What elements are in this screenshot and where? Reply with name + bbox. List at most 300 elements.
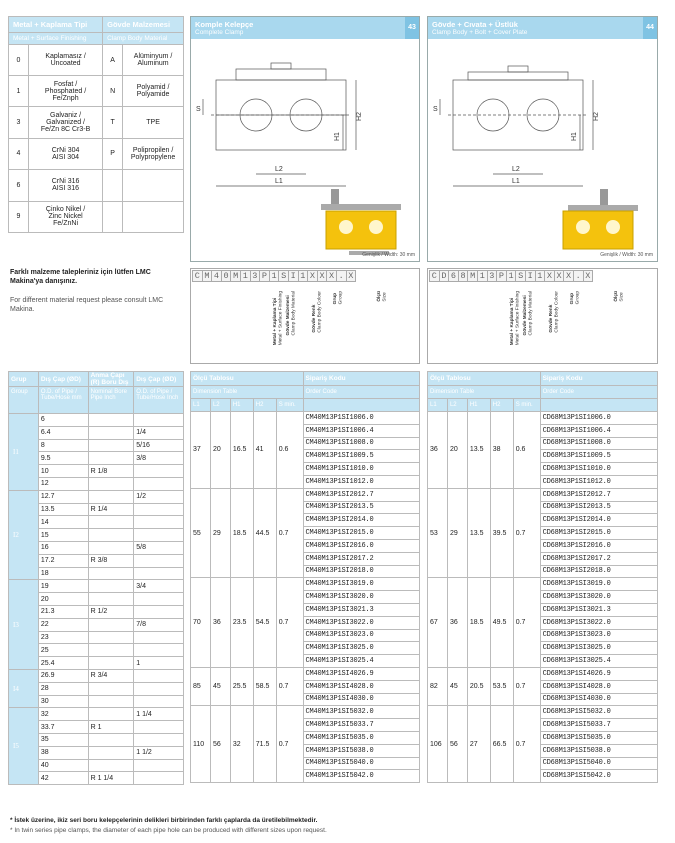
order-code: CM40M13P1SI1009.5 xyxy=(303,450,419,463)
size-cell xyxy=(88,759,134,772)
size-cell xyxy=(134,529,184,542)
size-cell xyxy=(88,657,134,670)
size-cell xyxy=(134,593,184,606)
size-cell: 23 xyxy=(38,631,88,644)
size-cell xyxy=(88,644,134,657)
size-cell: R 1 xyxy=(88,721,134,734)
th-od-inch: Dış Çap (ØD) xyxy=(134,372,184,387)
order-code: CD68M13P1SI4028.0 xyxy=(540,680,657,693)
lbl-metal-en: Metal + Surface Finishing xyxy=(278,291,284,346)
size-cell xyxy=(134,414,184,427)
order-code: CM40M13P1SI1006.0 xyxy=(303,412,419,425)
size-cell xyxy=(88,580,134,593)
material-cell: CrNi 304 AISI 304 xyxy=(29,138,103,170)
size-cell xyxy=(88,695,134,708)
table-row xyxy=(9,708,184,721)
code-cell: D xyxy=(439,270,450,282)
code-cell: 4 xyxy=(211,270,222,282)
note-tr: Farklı malzeme talepleriniz için lütfen LMC Makina'ya danışınız. xyxy=(10,269,151,285)
size-cell xyxy=(134,772,184,785)
code-cell: S xyxy=(515,270,526,282)
size-table xyxy=(8,371,184,785)
size-cell: R 3/8 xyxy=(88,554,134,567)
order-code: CD68M13P1SI5033.7 xyxy=(540,719,657,732)
code-cell: 0 xyxy=(221,270,232,282)
order-code: CM40M13P1SI5040.0 xyxy=(303,757,419,770)
dim-cell: 0.7 xyxy=(513,488,540,578)
order-code: CM40M13P1SI5033.7 xyxy=(303,719,419,732)
size-cell: 18 xyxy=(38,567,88,580)
code-cell: M xyxy=(467,270,478,282)
panel-complete-clamp xyxy=(190,16,420,262)
size-cell: 40 xyxy=(38,759,88,772)
size-cell: R 3/4 xyxy=(88,669,134,682)
material-row xyxy=(9,45,184,76)
code-cell: X xyxy=(563,270,574,282)
dim-cell: 53 xyxy=(428,488,448,578)
code-cell: X xyxy=(346,270,357,282)
table-row xyxy=(428,488,658,501)
size-cell: 10 xyxy=(38,465,88,478)
order-code: CD68M13P1SI1012.0 xyxy=(540,475,657,488)
order-code: CM40M13P1SI2013.5 xyxy=(303,501,419,514)
size-cell: 8 xyxy=(38,439,88,452)
size-cell: 38 xyxy=(38,746,88,759)
code-cell: . xyxy=(573,270,584,282)
code-cell: 1 xyxy=(477,270,488,282)
table-row xyxy=(428,412,658,425)
code-cell: M xyxy=(202,270,213,282)
size-cell: 26.9 xyxy=(38,669,88,682)
material-cell: Kaplamasız / Uncoated xyxy=(29,45,103,76)
dim-cell: 39.5 xyxy=(490,488,513,578)
material-row xyxy=(9,170,184,202)
size-cell: 19 xyxy=(38,580,88,593)
order-code: CD68M13P1SI3022.0 xyxy=(540,616,657,629)
lbl-group-2: Grup xyxy=(570,292,575,305)
order-code: CM40M13P1SI3021.3 xyxy=(303,603,419,616)
size-cell: 5/16 xyxy=(134,439,184,452)
order-code: CD68M13P1SI3025.0 xyxy=(540,642,657,655)
lbl-body-2: Gövde Malzemesi xyxy=(523,295,528,336)
dim-cell: 53.5 xyxy=(490,667,513,705)
size-cell xyxy=(88,567,134,580)
size-cell: 33.7 xyxy=(38,721,88,734)
table-row xyxy=(428,667,658,680)
order-code: CM40M13P1SI2016.0 xyxy=(303,539,419,552)
body-header-en: Clamp Body Material xyxy=(103,33,184,45)
size-cell: 12.7 xyxy=(38,490,88,503)
clamp-drawing-2 xyxy=(428,39,657,261)
lbl-metal-2: Metal + Kaplama Tipi xyxy=(510,297,515,346)
order-code: CD68M13P1SI1006.4 xyxy=(540,424,657,437)
th-dims-en-1: Dimension Table xyxy=(191,386,304,399)
mat-header: Metal + Kaplama Tipi xyxy=(9,17,103,33)
size-cell: 25.4 xyxy=(38,657,88,670)
dim-cell: 56 xyxy=(210,706,230,783)
dim-cell: 0.7 xyxy=(276,706,303,783)
dim-cell: 110 xyxy=(191,706,211,783)
size-cell: 22 xyxy=(38,618,88,631)
group-label: I2 xyxy=(9,490,39,580)
code-cell: 6 xyxy=(448,270,459,282)
lbl-body-en-2: Clamp Body Material xyxy=(528,291,534,336)
dim-cell: 20.5 xyxy=(467,667,490,705)
size-cell xyxy=(134,733,184,746)
order-code: CM40M13P1SI4028.0 xyxy=(303,680,419,693)
size-cell: 32 xyxy=(38,708,88,721)
order-code: CM40M13P1SI2015.0 xyxy=(303,527,419,540)
th-l1-1: L1 xyxy=(191,399,211,412)
order-code: CD68M13P1SI4030.0 xyxy=(540,693,657,706)
order-code: CD68M13P1SI3021.3 xyxy=(540,603,657,616)
group-label: I1 xyxy=(9,414,39,491)
size-cell: 3/8 xyxy=(134,452,184,465)
table-row xyxy=(9,669,184,682)
dim-cell: 20 xyxy=(447,412,467,489)
order-code: CD68M13P1SI2013.5 xyxy=(540,501,657,514)
note-en: For different material request please consult LMC Makina. xyxy=(10,297,164,313)
order-code: CD68M13P1SI3025.4 xyxy=(540,655,657,668)
th-l2-2: L2 xyxy=(447,399,467,412)
material-cell: P xyxy=(103,138,123,170)
dim-cell: 85 xyxy=(191,667,211,705)
order-code: CM40M13P1SI1008.0 xyxy=(303,437,419,450)
code-cell: 1 xyxy=(506,270,517,282)
code-cell: C xyxy=(429,270,440,282)
dim-s: S xyxy=(196,106,201,113)
lbl-size-en: Size xyxy=(382,292,388,302)
dim-l1-2: L1 xyxy=(512,178,520,185)
order-code: CD68M13P1SI2018.0 xyxy=(540,565,657,578)
dim-cell: 36 xyxy=(428,412,448,489)
order-code: CD68M13P1SI3020.0 xyxy=(540,591,657,604)
size-cell: 14 xyxy=(38,516,88,529)
material-cell xyxy=(123,201,184,233)
material-row xyxy=(9,201,184,233)
dim-cell: 45 xyxy=(447,667,467,705)
order-code: CM40M13P1SI5035.0 xyxy=(303,731,419,744)
dim-cell: 29 xyxy=(210,488,230,578)
size-cell: 13.5 xyxy=(38,503,88,516)
th-l1-2: L1 xyxy=(428,399,448,412)
code-cell: 3 xyxy=(487,270,498,282)
order-code: CD68M13P1SI3019.0 xyxy=(540,578,657,591)
code-cell: 1 xyxy=(535,270,546,282)
size-cell xyxy=(134,759,184,772)
order-code: CD68M13P1SI2014.0 xyxy=(540,514,657,527)
material-cell: N xyxy=(103,76,123,107)
material-cell: Galvaniz / Galvanized / Fe/Zn 8C Cr3-B xyxy=(29,107,103,139)
order-code: CM40M13P1SI2017.2 xyxy=(303,552,419,565)
dim-cell: 49.5 xyxy=(490,578,513,668)
dim-cell: 0.7 xyxy=(276,667,303,705)
size-cell: 1 1/4 xyxy=(134,708,184,721)
dim-cell: 18.5 xyxy=(467,578,490,668)
th-nb: Anma Çapı (R) Boru Dış xyxy=(88,372,134,387)
material-cell xyxy=(123,170,184,202)
lbl-size-2: Ölçü xyxy=(614,291,619,302)
material-cell xyxy=(103,201,123,233)
dim-cell: 20 xyxy=(210,412,230,489)
th-h1-2: H1 xyxy=(467,399,490,412)
order-code: CM40M13P1SI5042.0 xyxy=(303,770,419,783)
size-cell: 1 xyxy=(134,657,184,670)
order-code: CD68M13P1SI5038.0 xyxy=(540,744,657,757)
panel-body-bolt-cover xyxy=(427,16,658,262)
lbl-group: Grup xyxy=(333,292,338,305)
table-row xyxy=(191,667,420,680)
dim-cell: 56 xyxy=(447,706,467,783)
size-cell: 6.4 xyxy=(38,426,88,439)
order-code: CM40M13P1SI1012.0 xyxy=(303,475,419,488)
table-row xyxy=(191,412,420,425)
size-cell: 1 1/2 xyxy=(134,746,184,759)
size-cell xyxy=(88,746,134,759)
th-s-1: S min. xyxy=(276,399,303,412)
th-dims-en-2: Dimension Table xyxy=(428,386,541,399)
th-h1-1: H1 xyxy=(230,399,253,412)
code-cell: 8 xyxy=(458,270,469,282)
order-code: CM40M13P1SI2014.0 xyxy=(303,514,419,527)
code-cell: X xyxy=(554,270,565,282)
th-l2-1: L2 xyxy=(210,399,230,412)
dim-l2-2: L2 xyxy=(512,166,520,173)
clamp-3d-1 xyxy=(321,189,401,255)
code-cell: S xyxy=(278,270,289,282)
panel1-title: Komple Kelepçe xyxy=(195,20,254,29)
lbl-colour-en-2: Clamp Body Colour xyxy=(554,291,560,333)
size-cell xyxy=(88,593,134,606)
size-cell xyxy=(88,426,134,439)
dim-cell: 37 xyxy=(191,412,211,489)
dim-cell: 0.7 xyxy=(513,706,540,783)
size-cell: R 1/4 xyxy=(88,503,134,516)
th-order-en-2: Order Code xyxy=(540,386,657,399)
lbl-size-en-2: Size xyxy=(619,292,625,302)
order-code: CM40M13P1SI3022.0 xyxy=(303,616,419,629)
dim-cell: 29 xyxy=(447,488,467,578)
dim-cell: 106 xyxy=(428,706,448,783)
table-row xyxy=(191,578,420,591)
dim-cell: 13.5 xyxy=(467,412,490,489)
size-cell xyxy=(88,477,134,490)
size-cell xyxy=(134,695,184,708)
dim-cell: 32 xyxy=(230,706,253,783)
dim-cell: 16.5 xyxy=(230,412,253,489)
size-cell xyxy=(88,682,134,695)
material-cell: 6 xyxy=(9,170,29,202)
size-cell xyxy=(134,516,184,529)
code-cell: 1 xyxy=(269,270,280,282)
code-cell: I xyxy=(525,270,536,282)
panel2-width: Genişlik / Width: 30 mm xyxy=(600,252,653,258)
order-code: CM40M13P1SI4030.0 xyxy=(303,693,419,706)
size-cell: 7/8 xyxy=(134,618,184,631)
dim-cell: 38 xyxy=(490,412,513,489)
size-cell xyxy=(88,414,134,427)
size-cell xyxy=(88,452,134,465)
table-row xyxy=(9,490,184,503)
order-code: CD68M13P1SI2017.2 xyxy=(540,552,657,565)
table-row xyxy=(428,578,658,591)
size-cell xyxy=(88,490,134,503)
order-code-box-2 xyxy=(427,268,658,364)
material-cell: A xyxy=(103,45,123,76)
size-cell xyxy=(134,669,184,682)
material-cell: Çinko Nikel / Zinc Nickel Fe/ZnNi xyxy=(29,201,103,233)
order-code: CD68M13P1SI1006.0 xyxy=(540,412,657,425)
code-cell: I xyxy=(288,270,299,282)
size-cell xyxy=(134,503,184,516)
material-cell: Polipropilen / Polypropylene xyxy=(123,138,184,170)
th-group: Grup xyxy=(9,372,39,387)
code-cell: X xyxy=(317,270,328,282)
size-cell: 17.2 xyxy=(38,554,88,567)
dim-cell: 36 xyxy=(210,578,230,668)
size-cell xyxy=(134,644,184,657)
material-row xyxy=(9,107,184,139)
dim-cell: 36 xyxy=(447,578,467,668)
dim-h1: H1 xyxy=(334,132,341,141)
th-nb-en: Nominal Bore Pipe Inch xyxy=(88,387,134,414)
size-cell xyxy=(134,631,184,644)
order-code: CD68M13P1SI5040.0 xyxy=(540,757,657,770)
table-row xyxy=(428,706,658,719)
body-header: Gövde Malzemesi xyxy=(103,17,184,33)
dim-s-2: S xyxy=(433,106,438,113)
mat-header-en: Metal + Surface Finishing xyxy=(9,33,103,45)
size-cell: 35 xyxy=(38,733,88,746)
code-cell: X xyxy=(307,270,318,282)
size-cell: 16 xyxy=(38,541,88,554)
lbl-colour-2: Gövde Renk xyxy=(549,304,554,333)
dims-table-2 xyxy=(427,371,658,783)
size-cell xyxy=(134,477,184,490)
dim-cell: 54.5 xyxy=(253,578,276,668)
lbl-colour-en: Clamp Body Colour xyxy=(317,291,323,333)
order-code: CD68M13P1SI2012.7 xyxy=(540,488,657,501)
th-dims-2: Ölçü Tablosu xyxy=(428,372,541,386)
size-cell: 20 xyxy=(38,593,88,606)
order-code: CD68M13P1SI1010.0 xyxy=(540,463,657,476)
code-cell: 3 xyxy=(250,270,261,282)
table-row xyxy=(191,706,420,719)
group-label: I3 xyxy=(9,580,39,670)
lbl-size: Ölçü xyxy=(377,291,382,302)
dim-l2: L2 xyxy=(275,166,283,173)
order-code: CD68M13P1SI5032.0 xyxy=(540,706,657,719)
panel2-title: Gövde + Cıvata + Üstlük xyxy=(432,20,518,29)
material-cell: Fosfat / Phosphated / Fe/Znph xyxy=(29,76,103,107)
dim-cell: 0.7 xyxy=(276,488,303,578)
material-cell: TPE xyxy=(123,107,184,139)
order-code: CD68M13P1SI3023.0 xyxy=(540,629,657,642)
material-row xyxy=(9,76,184,107)
dim-l1: L1 xyxy=(275,178,283,185)
size-cell: 30 xyxy=(38,695,88,708)
material-cell: 4 xyxy=(9,138,29,170)
size-cell xyxy=(88,618,134,631)
footnote-en: * In twin series pipe clamps, the diameter of each pipe hole can be produced with different sizes upon request. xyxy=(10,827,327,834)
order-code: CM40M13P1SI2018.0 xyxy=(303,565,419,578)
dim-cell: 0.6 xyxy=(276,412,303,489)
size-cell: R 1/8 xyxy=(88,465,134,478)
code-cell: C xyxy=(192,270,203,282)
dim-h2: H2 xyxy=(356,112,363,121)
group-label: I5 xyxy=(9,708,39,785)
table-row xyxy=(191,488,420,501)
clamp-drawing-1 xyxy=(191,39,419,261)
size-cell: 21.3 xyxy=(38,605,88,618)
dim-cell: 44.5 xyxy=(253,488,276,578)
dim-cell: 0.7 xyxy=(513,578,540,668)
th-od: Dış Çap (ØD) xyxy=(38,372,88,387)
dim-cell: 27 xyxy=(467,706,490,783)
size-cell: R 1/2 xyxy=(88,605,134,618)
table-row xyxy=(9,580,184,593)
size-cell xyxy=(134,567,184,580)
lbl-colour: Gövde Renk xyxy=(312,304,317,333)
th-od2-en: O.D. of Pipe / Tube/Hose Inch xyxy=(134,387,184,414)
th-order-en-1: Order Code xyxy=(303,386,419,399)
lbl-metal-en-2: Metal + Surface Finishing xyxy=(515,291,521,346)
dim-cell: 0.7 xyxy=(513,667,540,705)
dims-table-1 xyxy=(190,371,420,783)
order-code: CM40M13P1SI3025.0 xyxy=(303,642,419,655)
code-cell: X xyxy=(583,270,594,282)
th-dims-1: Ölçü Tablosu xyxy=(191,372,304,386)
size-cell: 6 xyxy=(38,414,88,427)
code-cell: 1 xyxy=(298,270,309,282)
order-code: CM40M13P1SI5032.0 xyxy=(303,706,419,719)
order-code: CM40M13P1SI3023.0 xyxy=(303,629,419,642)
order-code: CD68M13P1SI2016.0 xyxy=(540,539,657,552)
code-cell: P xyxy=(496,270,507,282)
dim-cell: 67 xyxy=(428,578,448,668)
size-cell xyxy=(88,708,134,721)
panel1-num: 43 xyxy=(405,17,419,39)
order-code: CM40M13P1SI3020.0 xyxy=(303,591,419,604)
size-cell xyxy=(88,516,134,529)
size-cell xyxy=(88,529,134,542)
code-cell: P xyxy=(259,270,270,282)
code-cell: . xyxy=(336,270,347,282)
size-cell: 1/2 xyxy=(134,490,184,503)
order-code: CD68M13P1SI5035.0 xyxy=(540,731,657,744)
material-cell: 9 xyxy=(9,201,29,233)
size-cell: R 1 1/4 xyxy=(88,772,134,785)
dim-cell: 58.5 xyxy=(253,667,276,705)
size-cell: 3/4 xyxy=(134,580,184,593)
footnote-tr: * İstek üzerine, ikiz seri boru kelepçelerinin delikleri birbirinden farklı çaplarda da üretilebilmektedir. xyxy=(10,817,318,824)
material-row xyxy=(9,138,184,170)
size-cell: 1/4 xyxy=(134,426,184,439)
code-cell: X xyxy=(544,270,555,282)
th-order-2: Sipariş Kodu xyxy=(540,372,657,386)
dim-cell: 41 xyxy=(253,412,276,489)
panel2-num: 44 xyxy=(643,17,657,39)
clamp-3d-2 xyxy=(563,189,638,249)
size-cell: 12 xyxy=(38,477,88,490)
size-cell xyxy=(88,631,134,644)
order-code: CD68M13P1SI5042.0 xyxy=(540,770,657,783)
lbl-body: Gövde Malzemesi xyxy=(286,295,291,336)
dim-cell: 45 xyxy=(210,667,230,705)
dim-h2-2: H2 xyxy=(593,112,600,121)
size-cell xyxy=(88,541,134,554)
order-code: CD68M13P1SI4026.9 xyxy=(540,667,657,680)
